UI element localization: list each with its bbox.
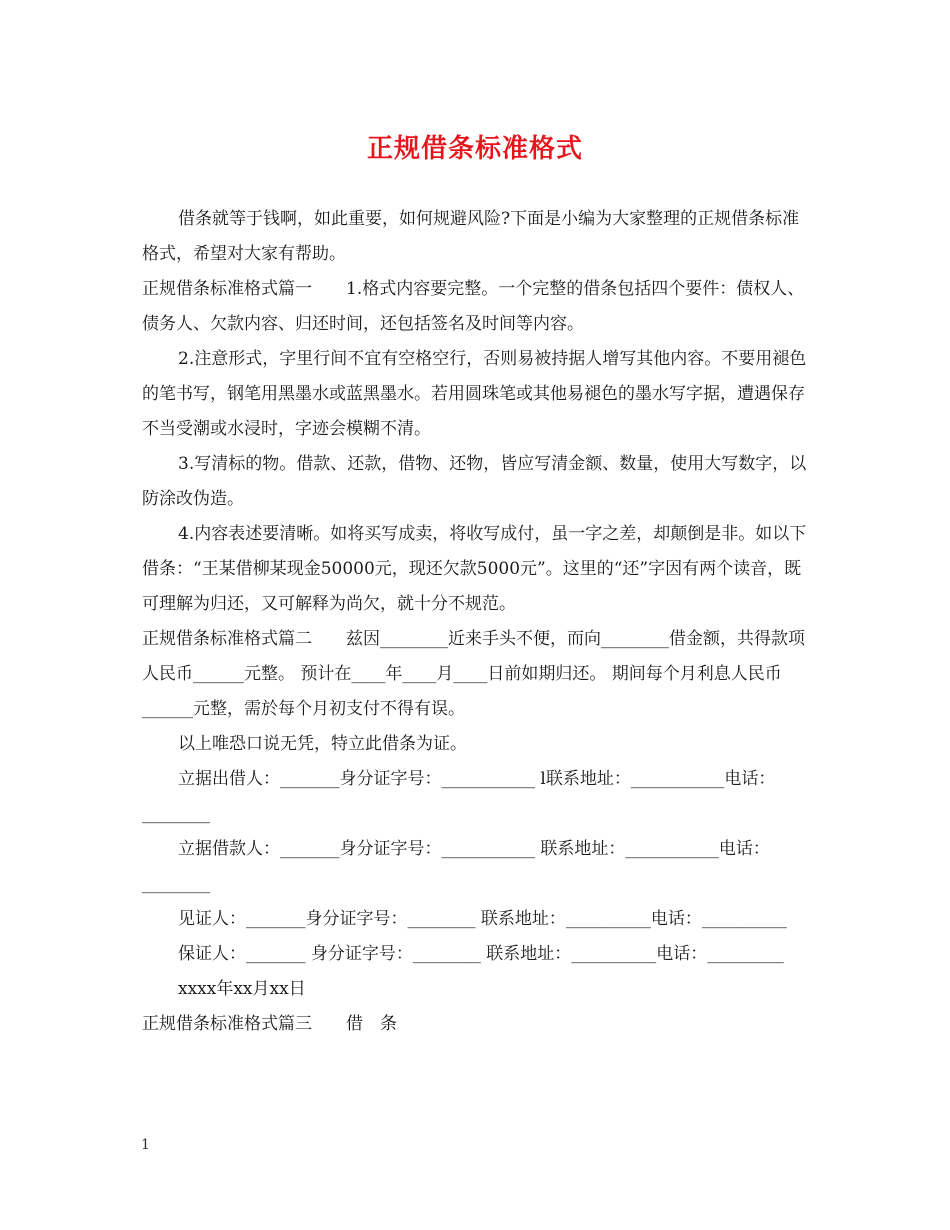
- section-three-heading: 正规借条标准格式篇三 借 条: [142, 1014, 397, 1034]
- statement-paragraph: 以上唯恐口说无凭，特立此借条为证。: [178, 734, 467, 754]
- lender-line: 立据出借人：_______身分证字号：___________ l联系地址：___________电话：________: [142, 769, 776, 824]
- witness-line: 见证人：_______身分证字号：________ 联系地址：__________电话：__________: [178, 909, 787, 929]
- page-number: 1: [141, 1137, 150, 1153]
- borrower-line: 立据借款人：_______身分证字号：___________ 联系地址：___________电话：________: [142, 839, 770, 894]
- guarantor-line: 保证人：_______ 身分证字号：________ 联系地址：__________电话：_________: [178, 944, 784, 964]
- rule-two-paragraph: 2.注意形式，字里行间不宜有空格空行，否则易被持据人增写其他内容。不要用褪色的笔书写，钢笔用黑墨水或蓝黑墨水。若用圆珠笔或其他易褪色的墨水写字据，遭遇保存不当受潮或水浸时，字迹会模糊不清。: [142, 349, 807, 439]
- section-two-paragraph: 正规借条标准格式篇二 兹因________近来手头不便，而向________借金额，共得款项人民币______元整。 预计在____年____月____日前如期归还。 期间每个月利息人民币______元整，需於每个月初支付不得有误。: [142, 629, 805, 719]
- document-title: 正规借条标准格式: [366, 134, 583, 164]
- date-line: xxxx年xx月xx日: [178, 979, 306, 999]
- rule-three-paragraph: 3.写清标的物。借款、还款，借物、还物，皆应写清金额、数量，使用大写数字，以防涂改伪造。: [142, 454, 807, 509]
- rule-four-paragraph: 4.内容表述要清晰。如将买写成卖，将收写成付，虽一字之差，却颠倒是非。如以下借条：“王某借柳某现金50000元，现还欠款5000元”。这里的“还”字因有两个读音，既可理解为归还，又可解释为尚欠，就十分不规范。: [142, 524, 807, 614]
- section-one-heading-paragraph: 正规借条标准格式篇一 1.格式内容要完整。一个完整的借条包括四个要件：债权人、债务人、欠款内容、归还时间，还包括签名及时间等内容。: [142, 279, 805, 334]
- document-body: [142, 202, 812, 1042]
- intro-paragraph: 借条就等于钱啊，如此重要，如何规避风险?下面是小编为大家整理的正规借条标准格式，希望对大家有帮助。: [142, 209, 800, 264]
